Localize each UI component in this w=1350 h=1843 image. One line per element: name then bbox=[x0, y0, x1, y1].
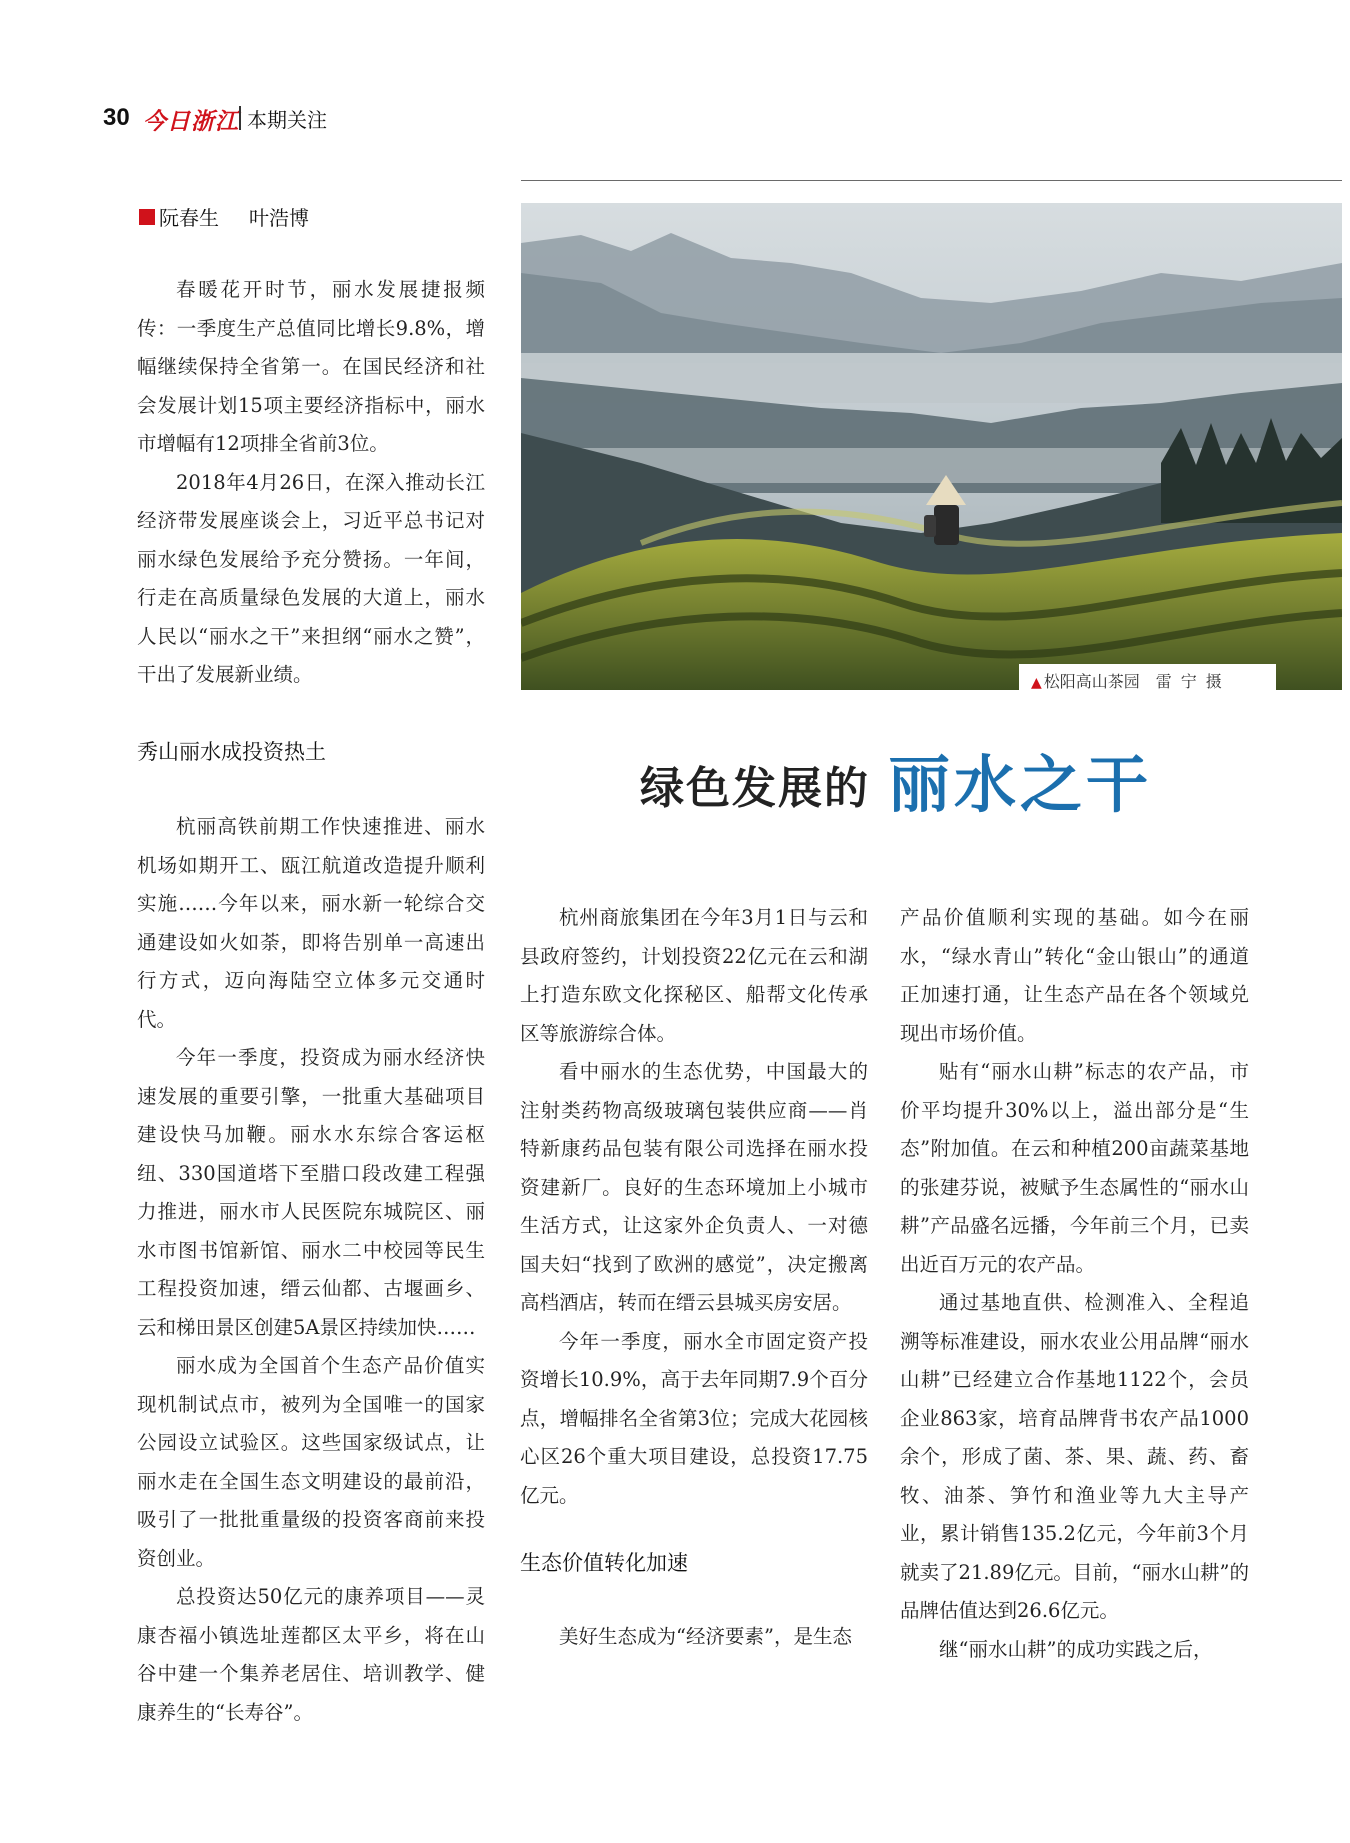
paragraph: 杭州商旅集团在今年3月1日与云和县政府签约，计划投资22亿元在云和湖上打造东欧文化探秘区、船帮文化传承区等旅游综合体。 bbox=[520, 906, 868, 1045]
right-column bbox=[900, 899, 1249, 1669]
paragraph: 总投资达50亿元的康养项目——灵康杏福小镇选址莲都区太平乡，将在山谷中建一个集养老居住、培训教学、健康养生的“长寿谷”。 bbox=[137, 1585, 485, 1724]
paragraph: 今年一季度，丽水全市固定资产投资增长10.9%，高于去年同期7.9个百分点，增幅排名全省第3位；完成大花园核心区26个重大项目建设，总投资17.75亿元。 bbox=[520, 1329, 868, 1507]
headline-part-2: 丽水之干 bbox=[888, 748, 1153, 821]
section-title: 本期关注 bbox=[247, 108, 327, 132]
byline bbox=[139, 202, 309, 231]
photo-caption bbox=[1031, 669, 1231, 692]
paragraph: 继“丽水山耕”的成功实践之后， bbox=[939, 1637, 1213, 1661]
top-rule bbox=[521, 180, 1342, 181]
headline-part-1: 绿色发展的 bbox=[640, 763, 870, 814]
paragraph: 看中丽水的生态优势，中国最大的注射类药物高级玻璃包装供应商——肖特新康药品包装有限公司选择在丽水投资建新厂。良好的生态环境加上小城市生活方式，让这家外企负责人、一对德国夫妇“找到了欧洲的感觉”，决定搬离高档酒店，转而在缙云县城买房安居。 bbox=[520, 1060, 868, 1314]
paragraph: 杭丽高铁前期工作快速推进、丽水机场如期开工、瓯江航道改造提升顺利实施……今年以来，丽水新一轮综合交通建设如火如荼，即将告别单一高速出行方式，迈向海陆空立体多元交通时代。 bbox=[137, 815, 485, 1031]
middle-column-tail bbox=[520, 1618, 868, 1657]
photo-credit: 雷宁摄 bbox=[1155, 672, 1231, 691]
author-2: 叶浩博 bbox=[249, 206, 309, 230]
red-square-icon bbox=[139, 209, 155, 225]
paragraph: 丽水成为全国首个生态产品价值实现机制试点市，被列为全国唯一的国家公园设立试验区。这些国家级试点，让丽水走在全国生态文明建设的最前沿，吸引了一批批重量级的投资客商前来投资创业。 bbox=[137, 1354, 485, 1570]
paragraph: 春暖花开时节，丽水发展捷报频传：一季度生产总值同比增长9.8%，增幅继续保持全省第一。在国民经济和社会发展计划15项主要经济指标中，丽水市增幅有12项排全省前3位。 bbox=[137, 278, 485, 455]
paragraph: 美好生态成为“经济要素”，是生态 bbox=[559, 1625, 852, 1648]
left-column-intro bbox=[137, 271, 485, 695]
author-1: 阮春生 bbox=[159, 206, 219, 230]
tea-garden-illustration bbox=[521, 203, 1342, 690]
header-divider bbox=[239, 106, 241, 130]
paragraph: 通过基地直供、检测准入、全程追溯等标准建设，丽水农业公用品牌“丽水山耕”已经建立合作基地1122个，会员企业863家，培育品牌背书农产品1000余个，形成了菌、茶、果、蔬、药、畜牧、油茶、笋竹和渔业等九大主导产业，累计销售135.2亿元，今年前3个月就卖了21.89亿元。目前，“丽水山耕”的品牌估值达到26.6亿元。 bbox=[900, 1291, 1249, 1622]
subhead-ecology: 生态价值转化加速 bbox=[520, 1551, 688, 1575]
paragraph: 产品价值顺利实现的基础。如今在丽水，“绿水青山”转化“金山银山”的通道正加速打通，让生态产品在各个领域兑现出市场价值。 bbox=[900, 906, 1249, 1045]
caption-text: 松阳高山茶园 bbox=[1043, 672, 1140, 691]
page-number: 30 bbox=[103, 104, 130, 131]
paragraph: 2018年4月26日，在深入推动长江经济带发展座谈会上，习近平总书记对丽水绿色发展给予充分赞扬。一年间，行走在高质量绿色发展的大道上，丽水人民以“丽水之干”来担纲“丽水之赞”，干出了发展新业绩。 bbox=[137, 470, 485, 686]
left-column-body bbox=[137, 808, 485, 1732]
headline bbox=[640, 748, 1153, 821]
middle-column bbox=[520, 899, 868, 1515]
subhead-investment: 秀山丽水成投资热土 bbox=[137, 740, 326, 764]
paragraph: 贴有“丽水山耕”标志的农产品，市价平均提升30%以上，溢出部分是“生态”附加值。在云和种植200亩蔬菜基地的张建芬说，被赋予生态属性的“丽水山耕”产品盛名远播，今年前三个月，已卖出近百万元的农产品。 bbox=[900, 1060, 1249, 1276]
tea-garden-photo bbox=[521, 203, 1342, 690]
paragraph: 今年一季度，投资成为丽水经济快速发展的重要引擎，一批重大基础项目建设快马加鞭。丽水水东综合客运枢纽、330国道塔下至腊口段改建工程强力推进，丽水市人民医院东城院区、丽水市图书馆新馆、丽水二中校园等民生工程投资加速，缙云仙都、古堰画乡、云和梯田景区创建5A景区持续加快…… bbox=[137, 1046, 485, 1339]
magazine-logo: 今日浙江 bbox=[143, 108, 239, 135]
triangle-icon: ▲ bbox=[1031, 675, 1042, 691]
